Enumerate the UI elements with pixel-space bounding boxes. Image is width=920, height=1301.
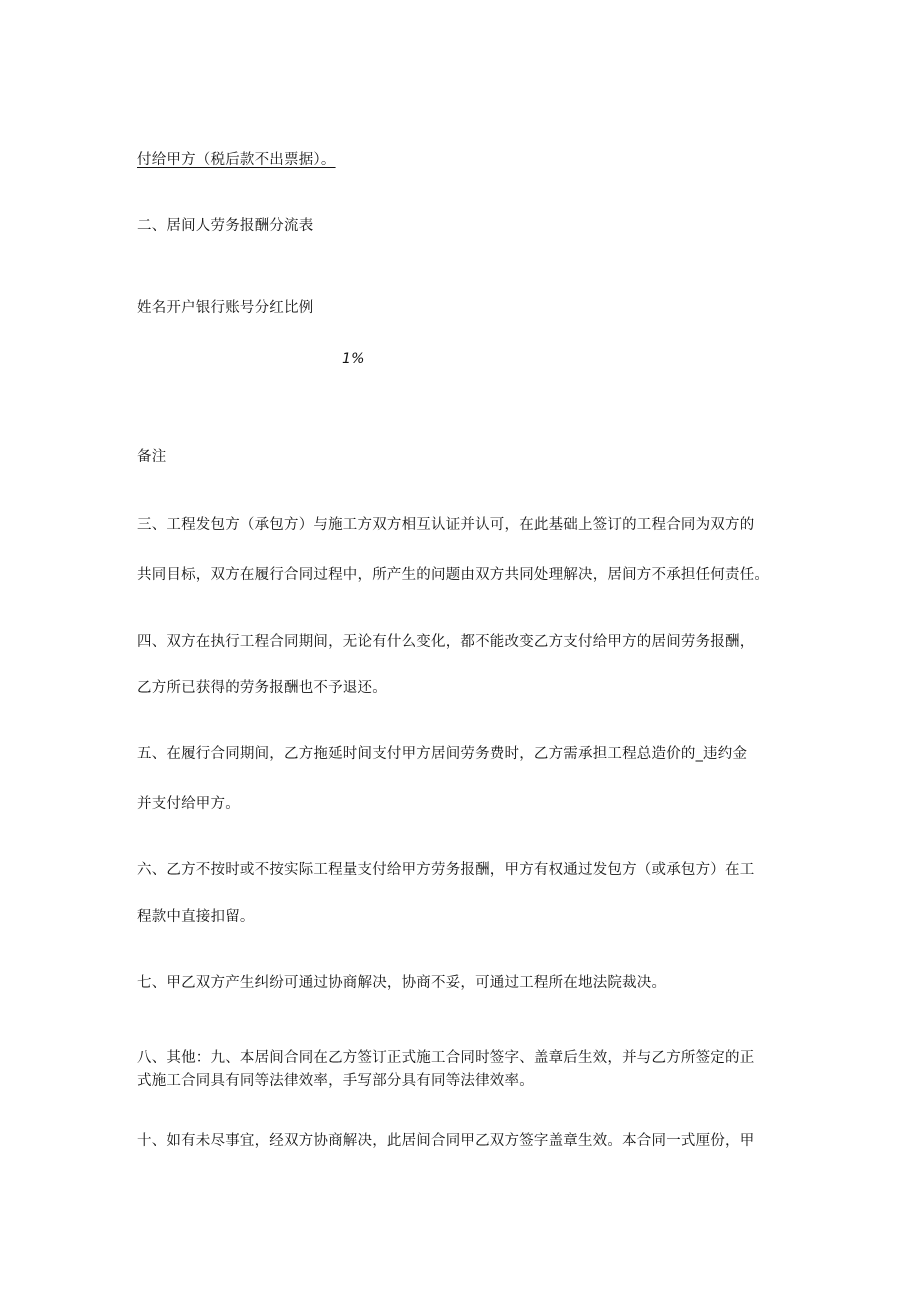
clause-6-line-2: 程款中直接扣留。 [137,909,255,925]
clause-6-line-1: 六、乙方不按时或不按实际工程量支付给甲方劳务报酬，甲方有权通过发包方（或承包方）在工 [137,862,755,878]
clause-7-line: 七、甲乙双方产生纠纷可通过协商解决，协商不妥，可通过工程所在地法院裁决。 [137,975,667,991]
clause-4-line-1: 四、双方在执行工程合同期间，无论有什么变化，都不能改变乙方支付给甲方的居间劳务报酬， [137,634,755,650]
clause-3-line-2: 共同目标，双方在履行合同过程中，所产生的问题由双方共同处理解决，居间方不承担任何责任。 [137,567,770,583]
section-2-title: 二、居间人劳务报酬分流表 [137,218,314,234]
payment-note-line: 付给甲方（税后款不出票据）。 [137,152,336,168]
clause-4-line-2: 乙方所已获得的劳务报酬也不予退还。 [137,680,387,696]
clause-8-line-1: 八、其他：九、本居间合同在乙方签订正式施工合同时签字、盖章后生效，并与乙方所签定的正 [137,1050,755,1066]
clause-8-line-2: 式施工合同具有同等法律效率，手写部分具有同等法律效率。 [137,1073,534,1089]
clause-5-line-2: 并支付给甲方。 [137,796,240,812]
dividend-ratio-cell: 1% [342,351,365,367]
table-header-row: 姓名开户银行账号分红比例 [137,300,314,316]
clause-10-line-1: 十、如有未尽事宜，经双方协商解决，此居间合同甲乙双方签字盖章生效。本合同一式厘份，甲 [137,1133,755,1149]
clause-3-line-1: 三、工程发包方（承包方）与施工方双方相互认证并认可，在此基础上签订的工程合同为双方的 [137,517,755,533]
clause-5-line-1: 五、在履行合同期间，乙方拖延时间支付甲方居间劳务费时，乙方需承担工程总造价的_违约金 [137,746,748,762]
remark-label: 备注 [137,449,167,465]
